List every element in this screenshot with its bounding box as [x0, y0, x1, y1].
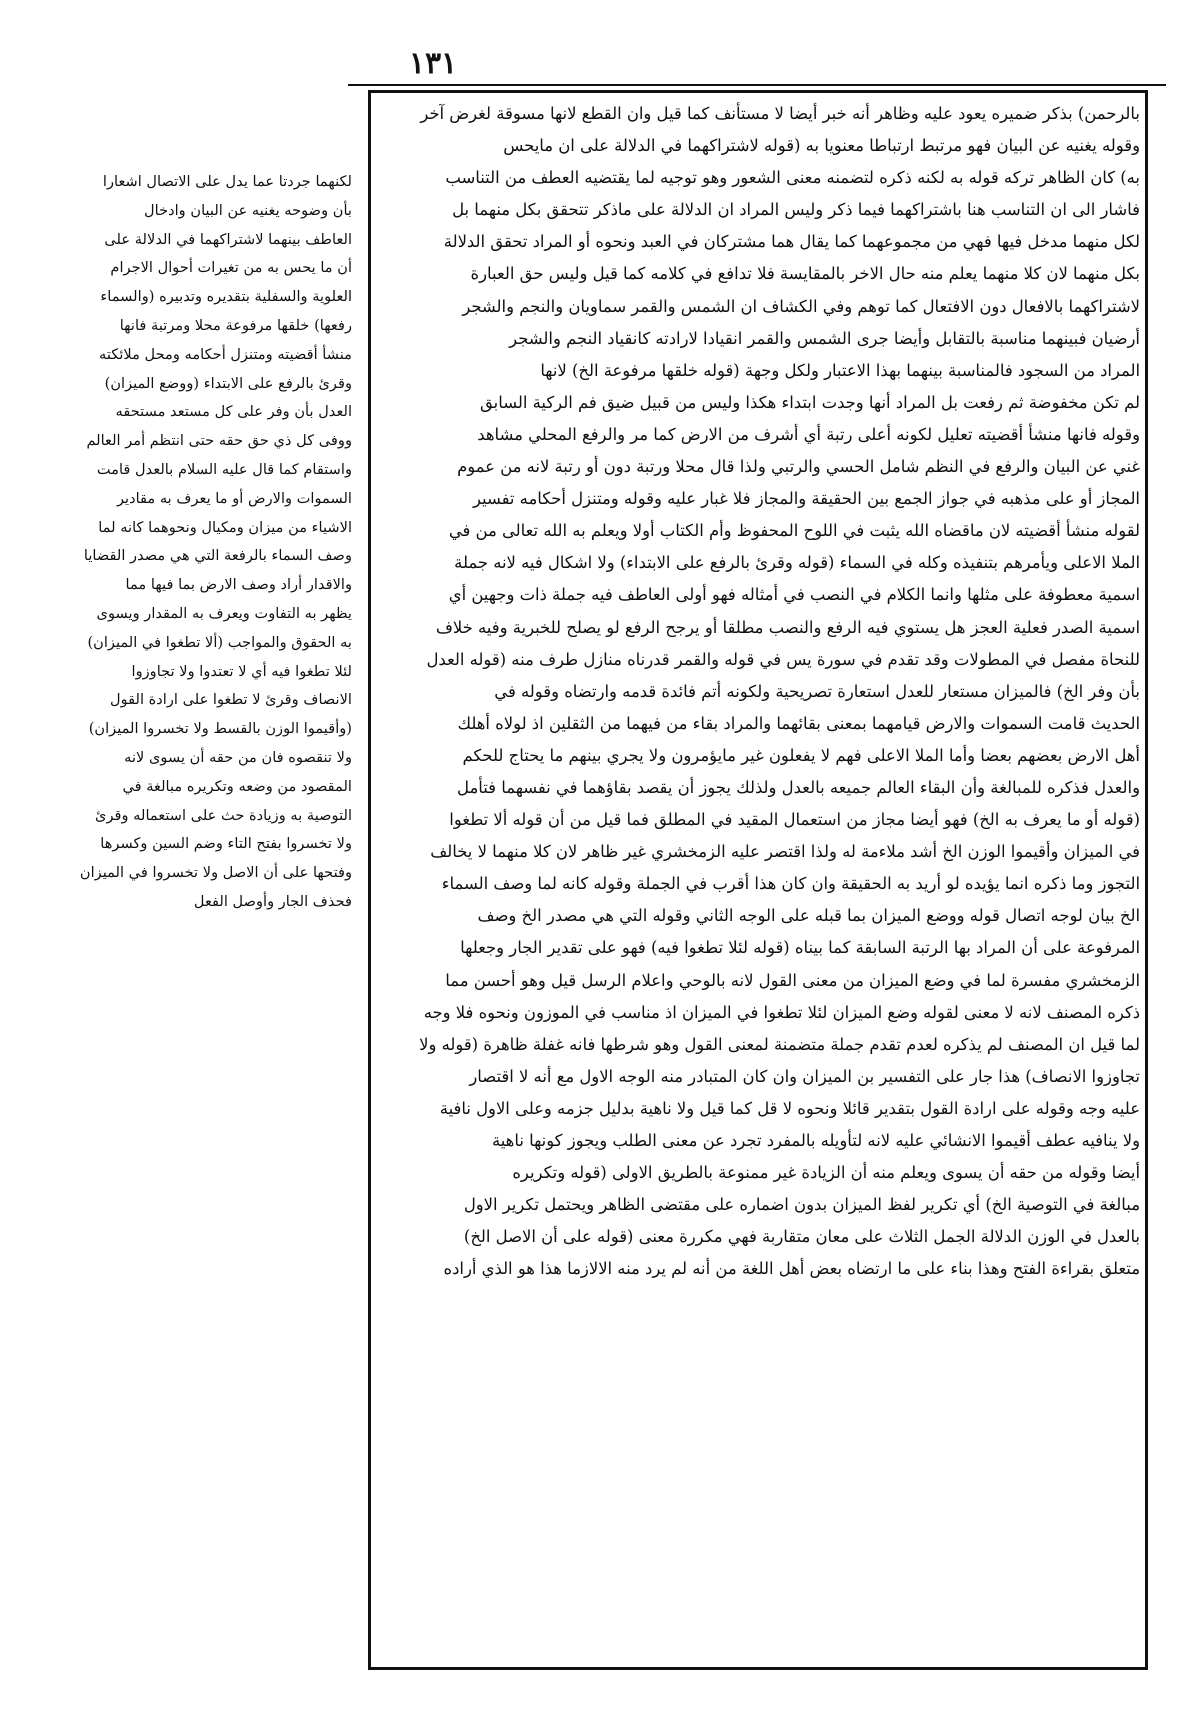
- main-text-line: لقوله منشأ أقضيته لان ماقضاه الله يثبت في اللوح المحفوظ وأم الكتاب أولا ويعلم به الله تعالى من في: [448, 521, 1140, 541]
- margin-text-line: رفعها) خلقها مرفوعة محلا ومرتبة فانها: [119, 316, 352, 334]
- margin-text-line: العاطف بينهما لاشتراكهما في الدلالة على: [104, 230, 352, 248]
- main-text-line: المراد من السجود فالمناسبة بينهما بهذا الاعتبار ولكل وجهة (قوله خلقها مرفوعة الخ) لانها: [540, 360, 1140, 380]
- main-text-line: أهل الارض بعضهم بعضا وأما الملا الاعلى فهم لا يفعلون غير مايؤمرون ولا يجري بينهم ما يحتاج للحكم: [462, 745, 1140, 765]
- margin-text-line: العدل بأن وفر على كل مستعد مستحقه: [115, 403, 352, 421]
- margin-text-line: لكنهما جردتا عما يدل على الاتصال اشعارا: [102, 173, 352, 190]
- margin-text-line: التوصية به وزيادة حث على استعماله وقرئ: [95, 806, 352, 824]
- main-text-line: والعدل فذكره للمبالغة وأن البقاء العالم جميعه بالعدل ولذلك يجوز أن يقصد بقاؤهما في نفسهما فتأمل: [457, 777, 1140, 797]
- margin-text-line: منشأ أقضيته ومتنزل أحكامه ومحل ملائكته: [99, 345, 352, 363]
- page-number: ١٣١: [408, 46, 458, 81]
- main-text-line: المرفوعة على أن المراد بها الرتبة السابقة كما بيناه (قوله لئلا تطغوا فيه) فهو على تقدير الجار وجعلها: [460, 938, 1140, 958]
- main-text-line: لاشتراكهما بالافعال دون الافتعال كما توهم وفي الكشاف ان الشمس والقمر سماويان والنجم والشجر: [462, 296, 1140, 316]
- margin-text-line: واستقام كما قال عليه السلام بالعدل قامت: [96, 460, 352, 478]
- main-text-line: التجوز وما ذكره انما يؤيده لو أريد به الحقيقة وان كان هذا أقرب في الجملة وقوله كانه لما وصف السماء: [441, 874, 1140, 894]
- main-text-line: غني عن البيان والرفع في النظم شامل الحسي والرتبي ولذا قال محلا ورتبة دون أو رتبة لانه من عموم: [457, 457, 1140, 477]
- margin-text-line: بأن وضوحه يغنيه عن البيان وادخال: [144, 201, 352, 219]
- margin-text-line: العلوية والسفلية بتقديره وتدبيره (والسماء: [100, 288, 352, 306]
- main-text-line: ولا ينافيه عطف أقيموا الانشائي عليه لانه لتأويله بالمفرد تجرد عن معنى الطلب ويجوز كونها ناهية: [491, 1131, 1140, 1150]
- main-text-line: الخ بيان لوجه اتصال قوله ووضع الميزان بما قبله على الوجه الثاني وقوله التي هي مصدر الخ وصف: [477, 906, 1140, 926]
- main-text-line: وقوله فانها منشأ أقضيته تعليل لكونه أعلى رتبة أي أشرف من الارض كما مر والرفع المحلي مشاهد: [477, 424, 1140, 444]
- main-text-line: ذكره المصنف لانه لا معنى لقوله وضع الميزان لئلا تطغوا في الميزان اذ مناسب في الموزون ونحوه فلا وجه: [423, 1002, 1140, 1022]
- main-text-line: لكل منهما مدخل فيها فهي من مجموعهما كما يقال هما مشتركان في العبد ونحوه أو المراد تحقق الدلالة: [443, 232, 1140, 252]
- main-text-line: في الميزان وأقيموا الوزن الخ أشد ملاءمة له ولذا اقتصر عليه الزمخشري غير ظاهر لان كلا منهما لا يخالف: [430, 842, 1140, 862]
- main-text-line: اسمية معطوفة على مثلها وانما الكلام في النصب في أمثاله فهو أولى العاطف فيه جملة ذات وجهين أي: [448, 585, 1140, 605]
- main-text-line: المجاز أو على مذهبه في جواز الجمع بين الحقيقة والمجاز فلا غبار عليه وقوله ومتنزل أحكامه تفسير: [472, 489, 1140, 509]
- margin-text-line: ووفى كل ذي حق حقه حتى انتظم أمر العالم: [86, 432, 352, 450]
- margin-text-line: الاشياء من ميزان ومكيال ونحوهما كانه لما: [98, 518, 352, 536]
- main-text-line: عليه وجه وقوله على ارادة القول بتقدير قائلا ونحوه لا قل كما قيل ولا ناهية بدليل جزمه وعلى الاول نافية: [439, 1098, 1140, 1118]
- margin-text-line: وفتحها على أن الاصل ولا تخسروا في الميزان: [79, 864, 352, 882]
- main-commentary-text: [378, 98, 1140, 1638]
- margin-text-line: لئلا تطغوا فيه أي لا تعتدوا ولا تجاوزوا: [131, 662, 352, 680]
- margin-text-line: المقصود من وضعه وتكريره مبالغة في: [122, 777, 352, 795]
- margin-text-line: وقرئ بالرفع على الابتداء (ووضع الميزان): [104, 374, 352, 392]
- margin-text-line: فحذف الجار وأوصل الفعل: [193, 892, 352, 910]
- main-text-line: الحديث قامت السموات والارض قيامهما بمعنى بقائهما والمراد بقاء من فيهما من الثقلين اذ لولاه أهلك: [457, 713, 1140, 733]
- main-text-line: أيضا وقوله من حقه أن يسوى ويعلم منه أن الزيادة غير ممنوعة بالطريق الاولى (قوله وتكريره: [512, 1163, 1140, 1183]
- main-text-line: لم تكن مخفوضة ثم رفعت بل المراد أنها وجدت ابتداء هكذا وليس من قبيل ضيق فم الركية السابق: [480, 392, 1140, 412]
- margin-text-line: به الحقوق والمواجب (ألا تطغوا في الميزان): [87, 633, 352, 651]
- main-text-line: متعلق بقراءة الفتح وهذا بناء على ما ارتضاه بعض أهل اللغة من أنه لم يرد منه الالازما هذا هو الذي أراده: [443, 1259, 1140, 1279]
- main-text-line: وقوله يغنيه عن البيان فهو مرتبط ارتباطا معنويا به (قوله لاشتراكهما في الدلالة على ان مايحس: [503, 136, 1140, 156]
- main-text-line: الملا الاعلى ويأمرهم بتنفيذه وكله في السماء (قوله وقرئ بالرفع على الابتداء) ولا اشكال فيه لانه جملة: [454, 553, 1140, 573]
- margin-text-line: يظهر به التفاوت ويعرف به المقدار ويسوى: [96, 604, 352, 622]
- main-text-line: بالعدل في الوزن الدلالة الجمل الثلاث على معان متقاربة فهي مكررة معنى (قوله على أن الاصل الخ): [463, 1227, 1140, 1247]
- main-text-line: بكل منهما لان كلا منهما يعلم منه حال الاخر بالمقايسة فلا تدافع في كلامه كما قيل وليس حق العبارة: [470, 264, 1140, 284]
- margin-text-line: السموات والارض أو ما يعرف به مقادير: [116, 489, 352, 507]
- main-text-line: (قوله أو ما يعرف به الخ) فهو أيضا مجاز من استعمال المقيد في المطلق فما قيل من أن قوله ألا تطغوا: [449, 810, 1140, 830]
- margin-text-line: (وأقيموا الوزن بالقسط ولا تخسروا الميزان): [88, 720, 352, 738]
- main-text-line: مبالغة في التوصية الخ) أي تكرير لفظ الميزان بدون اضماره على مقتضى الظاهر ويحتمل تكرير الاول: [463, 1195, 1140, 1215]
- header-rule: [348, 84, 1166, 86]
- main-text-line: بالرحمن) بذكر ضميره يعود عليه وظاهر أنه خبر أيضا لا مستأنف كما قيل وان القطع لانها مسوقة لغرض آخر: [420, 104, 1140, 123]
- margin-text-line: والاقدار أراد وصف الارض بما فيها مما: [125, 576, 352, 594]
- margin-text-line: أن ما يحس به من تغيرات أحوال الاجرام: [110, 259, 352, 277]
- margin-text-line: ولا تخسروا بفتح التاء وضم السين وكسرها: [100, 835, 352, 853]
- margin-text-line: الانصاف وقرئ لا تطغوا على ارادة القول: [109, 691, 352, 709]
- main-text-line: أرضيان فبينهما مناسبة بالتقابل وأيضا جرى الشمس والقمر انقيادا لارادته كانقياد النجم والشجر: [509, 328, 1140, 348]
- main-text-line: به) كان الظاهر تركه قوله به لكنه ذكره لتضمنه معنى الشعور وهو توجيه لما يقتضيه العطف من التناسب: [445, 168, 1140, 188]
- main-text-line: فاشار الى ان التناسب هنا باشتراكهما فيما ذكر وليس المراد ان الدلالة على ماذكر تتحقق بكل منهما بل: [452, 200, 1140, 220]
- margin-text-line: ولا تنقصوه فان من حقه أن يسوى لانه: [124, 748, 352, 766]
- main-text-line: الزمخشري مفسرة لما في وضع الميزان من معنى القول لانه بالوحي واعلام الرسل قيل وهو أحسن مما: [445, 970, 1140, 990]
- main-text-line: لما قيل ان المصنف لم يذكره لعدم تقدم جملة متضمنة لمعنى القول وهو شرطها فانه غفلة ظاهرة (قوله ولا: [419, 1034, 1140, 1054]
- margin-text-line: وصف السماء بالرفعة التي هي مصدر القضايا: [83, 547, 352, 565]
- main-text-line: للنحاة مفصل في المطولات وقد تقدم في سورة يس في قوله والقمر قدرناه منازل طرف منه (قوله العدل: [426, 649, 1140, 669]
- main-text-line: تجاوزوا الانصاف) هذا جار على التفسير بن الميزان وان كان المتبادر منه الوجه الاول مع أنه لا اقتصار: [469, 1066, 1140, 1086]
- margin-quran-text: [79, 168, 352, 1488]
- main-text-line: اسمية الصدر فعلية العجز هل يستوي فيه الرفع والنصب مطلقا أو يرجح الرفع لو يصلح للخبرية وفيه خلاف: [435, 617, 1140, 637]
- main-text-line: بأن وفر الخ) فالميزان مستعار للعدل استعارة تصريحية ولكونه أتم فائدة قدمه وارتضاه وقوله في: [494, 681, 1140, 701]
